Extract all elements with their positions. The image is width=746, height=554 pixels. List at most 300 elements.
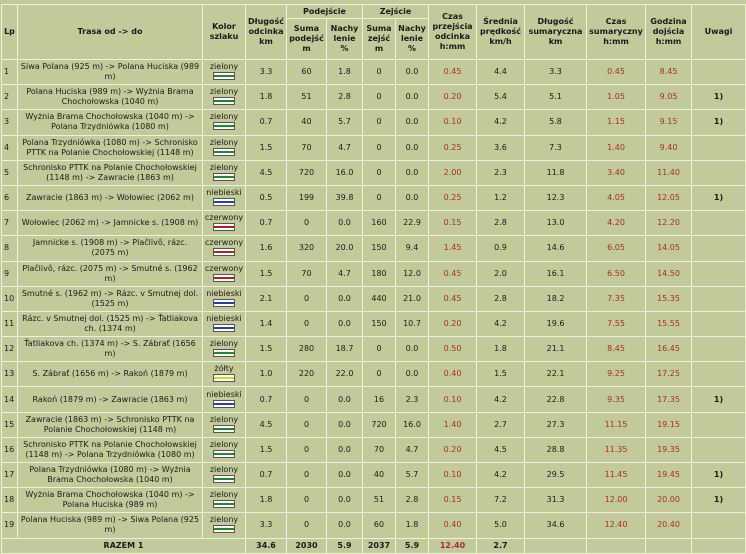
cell-godzina: 15.35 [646,286,692,311]
table-row [2,387,746,412]
cell-uwagi [692,337,746,362]
cell-czas-przejscia: 1.45 [429,236,477,261]
cell-lp: 7 [2,211,18,236]
trail-color-label: zielony [209,465,239,475]
cell-dlugosc: 1.0 [246,362,287,387]
trail-color [205,138,243,158]
cell-suma-zejsc: 0 [363,337,396,362]
trail-color-bar [214,302,234,304]
cell-nachylenie-podejscia: 0.0 [327,513,363,538]
header-zejscie: Zejście [363,5,429,19]
cell-srednia-predkosc: 3.6 [477,135,525,160]
cell-dlugosc-sumaryczna: 11.8 [525,160,587,185]
cell-dlugosc: 1.8 [246,85,287,110]
cell-godzina: 16.45 [646,337,692,362]
trail-color-label: czerwony [205,213,244,223]
cell-kolor [203,311,246,336]
cell-suma-zejsc: 180 [363,261,396,286]
cell-suma-podejsc: 199 [287,185,327,210]
cell-czas-przejscia: 0.10 [429,387,477,412]
cell-dlugosc-sumaryczna: 18.2 [525,286,587,311]
cell-lp: 5 [2,160,18,185]
cell-suma-zejsc: 150 [363,236,396,261]
trail-color-bar [214,453,234,455]
trail-color-swatch [213,122,235,130]
trail-color [205,87,243,107]
cell-czas-sumaryczny: 9.35 [587,387,646,412]
trail-color-bar [214,428,234,430]
cell-suma-podejsc: 60 [287,60,327,85]
cell-dlugosc-sumaryczna: 31.3 [525,488,587,513]
table-row [2,60,746,85]
trail-color-bar [214,151,234,153]
table-row [2,85,746,110]
cell-lp: 8 [2,236,18,261]
cell-dlugosc-sumaryczna: 27.3 [525,412,587,437]
header-kolor: Kolor szlaku [203,5,246,60]
cell-srednia-predkosc: 0.9 [477,236,525,261]
cell-godzina: 15.55 [646,311,692,336]
totals-dlugosc: 34.6 [246,538,287,553]
cell-srednia-predkosc: 4.2 [477,311,525,336]
cell-nachylenie-zejscia: 16.0 [396,412,429,437]
trail-color-swatch [213,148,235,156]
cell-suma-podejsc: 0 [287,286,327,311]
totals-empty-3 [646,538,692,553]
cell-godzina: 14.05 [646,236,692,261]
cell-trasa: Smutné s. (1962 m) -> Rázc. v Smutnej dol. (1525 m) [18,286,203,311]
header-trasa: Trasa od -> do [18,5,203,60]
trail-color-bar [214,100,234,102]
cell-czas-sumaryczny: 12.00 [587,488,646,513]
cell-dlugosc-sumaryczna: 13.0 [525,211,587,236]
cell-trasa: Rázc. v Smutnej dol. (1525 m) -> Ťatliakova ch. (1374 m) [18,311,203,336]
cell-czas-sumaryczny: 3.40 [587,160,646,185]
cell-nachylenie-zejscia: 2.8 [396,488,429,513]
trail-color-swatch [213,248,235,256]
cell-nachylenie-podejscia: 0.0 [327,311,363,336]
cell-dlugosc: 0.7 [246,387,287,412]
cell-suma-zejsc: 0 [363,60,396,85]
trail-color-bar [214,75,234,77]
trail-color [205,364,243,384]
header-dlugosc: Długość odcinka km [246,5,287,60]
trail-color-bar [214,403,234,405]
cell-uwagi [692,60,746,85]
trail-color-swatch [213,500,235,508]
cell-dlugosc: 2.1 [246,286,287,311]
cell-suma-zejsc: 440 [363,286,396,311]
cell-kolor [203,110,246,135]
cell-dlugosc-sumaryczna: 22.8 [525,387,587,412]
cell-trasa: Polana Trzydniówka (1080 m) -> Wyżnia Brama Chochołowska (1040 m) [18,463,203,488]
cell-dlugosc-sumaryczna: 16.1 [525,261,587,286]
cell-dlugosc-sumaryczna: 5.1 [525,85,587,110]
cell-srednia-predkosc: 5.0 [477,513,525,538]
trail-color-swatch [213,299,235,307]
cell-lp: 17 [2,463,18,488]
trail-color-swatch [213,400,235,408]
cell-czas-sumaryczny: 6.05 [587,236,646,261]
cell-uwagi [692,160,746,185]
header-suma-zejsc: Suma zejść m [363,19,396,60]
cell-czas-przejscia: 0.10 [429,463,477,488]
cell-lp: 18 [2,488,18,513]
cell-uwagi: 1) [692,85,746,110]
cell-kolor [203,463,246,488]
header-srednia-predkosc: Średnia prędkość km/h [477,5,525,60]
cell-czas-sumaryczny: 6.50 [587,261,646,286]
cell-srednia-predkosc: 4.2 [477,463,525,488]
cell-lp: 12 [2,337,18,362]
trail-color-swatch [213,349,235,357]
cell-kolor [203,85,246,110]
cell-kolor [203,387,246,412]
trail-color-label: zielony [209,137,239,147]
cell-srednia-predkosc: 7.2 [477,488,525,513]
cell-srednia-predkosc: 4.5 [477,437,525,462]
header-nachylenie-podejscia: Nachy lenie % [327,19,363,60]
cell-nachylenie-zejscia: 0.0 [396,160,429,185]
cell-czas-przejscia: 0.25 [429,185,477,210]
cell-suma-zejsc: 720 [363,412,396,437]
cell-lp: 11 [2,311,18,336]
trail-color-swatch [213,374,235,382]
header-suma-podejsc: Suma podejść m [287,19,327,60]
cell-nachylenie-podejscia: 4.7 [327,135,363,160]
totals-empty-2 [587,538,646,553]
table-row [2,362,746,387]
cell-suma-zejsc: 0 [363,185,396,210]
cell-kolor [203,437,246,462]
cell-dlugosc: 1.5 [246,437,287,462]
cell-dlugosc: 1.5 [246,261,287,286]
cell-czas-sumaryczny: 4.20 [587,211,646,236]
trail-color [205,163,243,183]
cell-godzina: 9.15 [646,110,692,135]
cell-nachylenie-podejscia: 0.0 [327,463,363,488]
cell-nachylenie-zejscia: 0.0 [396,185,429,210]
cell-dlugosc: 1.8 [246,488,287,513]
cell-godzina: 17.25 [646,362,692,387]
trail-color [205,238,243,258]
trail-color-swatch [213,97,235,105]
trail-color-label: zielony [209,62,239,72]
cell-srednia-predkosc: 2.8 [477,211,525,236]
cell-kolor [203,160,246,185]
cell-nachylenie-zejscia: 12.0 [396,261,429,286]
cell-suma-podejsc: 720 [287,160,327,185]
cell-suma-zejsc: 0 [363,85,396,110]
cell-srednia-predkosc: 4.2 [477,110,525,135]
cell-godzina: 14.50 [646,261,692,286]
cell-srednia-predkosc: 2.7 [477,412,525,437]
cell-suma-podejsc: 220 [287,362,327,387]
cell-czas-przejscia: 1.40 [429,412,477,437]
trail-color-bar [214,377,234,379]
cell-nachylenie-zejscia: 10.7 [396,311,429,336]
cell-czas-przejscia: 0.20 [429,437,477,462]
cell-suma-podejsc: 70 [287,135,327,160]
cell-dlugosc: 1.4 [246,311,287,336]
trail-color-bar [214,327,234,329]
cell-dlugosc-sumaryczna: 28.8 [525,437,587,462]
trail-color [205,339,243,359]
cell-czas-sumaryczny: 11.45 [587,463,646,488]
table-row [2,463,746,488]
table-row [2,412,746,437]
cell-suma-podejsc: 40 [287,110,327,135]
cell-czas-przejscia: 0.10 [429,110,477,135]
trail-color-label: zielony [209,439,239,449]
table-row [2,185,746,210]
table-row [2,437,746,462]
cell-suma-zejsc: 0 [363,362,396,387]
cell-lp: 9 [2,261,18,286]
cell-dlugosc: 4.5 [246,160,287,185]
table-row [2,160,746,185]
cell-srednia-predkosc: 4.4 [477,60,525,85]
table-row [2,110,746,135]
cell-nachylenie-zejscia: 9.4 [396,236,429,261]
cell-kolor [203,135,246,160]
cell-trasa: Schronisko PTTK na Polanie Chochołowskiej (1148 m) -> Polana Trzydniówka (1080 m) [18,437,203,462]
cell-lp: 6 [2,185,18,210]
table-row [2,488,746,513]
cell-trasa: Wyżnia Brama Chochołowska (1040 m) -> Polana Trzydniówka (1080 m) [18,110,203,135]
cell-trasa: S. Zábrať (1656 m) -> Rakoń (1879 m) [18,362,203,387]
cell-uwagi: 1) [692,185,746,210]
cell-nachylenie-podejscia: 22.0 [327,362,363,387]
cell-srednia-predkosc: 1.5 [477,362,525,387]
cell-trasa: Jamnicke s. (1908 m) -> Plačlivô, rázc. (2075 m) [18,236,203,261]
cell-nachylenie-zejscia: 22.9 [396,211,429,236]
cell-lp: 3 [2,110,18,135]
cell-dlugosc: 0.7 [246,110,287,135]
cell-lp: 19 [2,513,18,538]
cell-suma-zejsc: 40 [363,463,396,488]
trail-color-bar [214,528,234,530]
header-czas-przejscia: Czas przejścia odcinka h:mm [429,5,477,60]
cell-czas-sumaryczny: 1.15 [587,110,646,135]
cell-suma-podejsc: 51 [287,85,327,110]
header-godzina: Godzina dojścia h:mm [646,5,692,60]
header-podejscie: Podejście [287,5,363,19]
totals-czas: 12.40 [429,538,477,553]
header-nachylenie-zejscia: Nachy lenie % [396,19,429,60]
cell-suma-zejsc: 0 [363,160,396,185]
cell-dlugosc-sumaryczna: 19.6 [525,311,587,336]
cell-trasa: Siwa Polana (925 m) -> Polana Huciska (989 m) [18,60,203,85]
trail-color [205,112,243,132]
trail-color-label: zielony [209,162,239,172]
cell-suma-zejsc: 51 [363,488,396,513]
trail-color-bar [214,503,234,505]
header-czas-sumaryczny: Czas sumaryczny h:mm [587,5,646,60]
cell-nachylenie-zejscia: 5.7 [396,463,429,488]
trail-color [205,490,243,510]
cell-lp: 1 [2,60,18,85]
cell-srednia-predkosc: 4.2 [477,387,525,412]
cell-czas-przejscia: 0.40 [429,513,477,538]
cell-trasa: Zawracie (1863 m) -> Wołowiec (2062 m) [18,185,203,210]
trail-color [205,314,243,334]
cell-czas-sumaryczny: 9.25 [587,362,646,387]
trail-color-label: niebieski [206,389,242,399]
header-dlugosc-sumaryczna: Długość sumaryczna km [525,5,587,60]
trail-color-swatch [213,274,235,282]
cell-lp: 4 [2,135,18,160]
trail-color-label: zielony [209,515,239,525]
cell-nachylenie-zejscia: 1.8 [396,513,429,538]
cell-nachylenie-podejscia: 4.7 [327,261,363,286]
trail-color-swatch [213,450,235,458]
cell-trasa: Plačlivô, rázc. (2075 m) -> Smutné s. (1962 m) [18,261,203,286]
cell-lp: 16 [2,437,18,462]
totals-nachylenie-zejscia: 5.9 [396,538,429,553]
cell-czas-przejscia: 0.25 [429,135,477,160]
trail-color-swatch [213,223,235,231]
cell-godzina: 12.05 [646,185,692,210]
cell-dlugosc: 3.3 [246,60,287,85]
cell-nachylenie-podejscia: 0.0 [327,437,363,462]
cell-kolor [203,211,246,236]
cell-czas-sumaryczny: 11.15 [587,412,646,437]
trail-color-bar [214,125,234,127]
trail-color [205,440,243,460]
cell-suma-zejsc: 60 [363,513,396,538]
cell-czas-sumaryczny: 11.35 [587,437,646,462]
cell-suma-zejsc: 150 [363,311,396,336]
table-row [2,311,746,336]
cell-nachylenie-podejscia: 2.8 [327,85,363,110]
cell-godzina: 11.40 [646,160,692,185]
trail-color [205,264,243,284]
cell-lp: 14 [2,387,18,412]
cell-uwagi [692,412,746,437]
trail-color-label: czerwony [205,263,244,273]
cell-srednia-predkosc: 2.3 [477,160,525,185]
cell-czas-przejscia: 0.45 [429,60,477,85]
cell-nachylenie-podejscia: 0.0 [327,211,363,236]
totals-suma-zejsc: 2037 [363,538,396,553]
trail-color-label: niebieski [206,313,242,323]
trail-color-swatch [213,425,235,433]
table-row [2,337,746,362]
cell-uwagi [692,236,746,261]
trail-color-label: zielony [209,490,239,500]
cell-lp: 15 [2,412,18,437]
cell-nachylenie-podejscia: 20.0 [327,236,363,261]
cell-lp: 13 [2,362,18,387]
cell-dlugosc: 1.5 [246,337,287,362]
cell-godzina: 17.35 [646,387,692,412]
cell-uwagi: 1) [692,110,746,135]
cell-uwagi [692,211,746,236]
totals-empty-4 [692,538,746,553]
trail-color [205,390,243,410]
cell-czas-sumaryczny: 8.45 [587,337,646,362]
cell-uwagi [692,135,746,160]
cell-nachylenie-zejscia: 21.0 [396,286,429,311]
cell-czas-sumaryczny: 1.05 [587,85,646,110]
cell-godzina: 20.40 [646,513,692,538]
cell-dlugosc: 0.7 [246,211,287,236]
cell-czas-przejscia: 0.45 [429,261,477,286]
trail-color-label: zielony [209,339,239,349]
trail-color-label: niebieski [206,288,242,298]
cell-czas-przejscia: 0.15 [429,211,477,236]
table-row [2,211,746,236]
cell-nachylenie-podejscia: 0.0 [327,387,363,412]
cell-nachylenie-zejscia: 2.3 [396,387,429,412]
cell-czas-sumaryczny: 7.35 [587,286,646,311]
cell-uwagi [692,261,746,286]
trail-color-swatch [213,72,235,80]
trail-color-label: zielony [209,112,239,122]
cell-suma-zejsc: 0 [363,135,396,160]
cell-czas-przejscia: 2.00 [429,160,477,185]
cell-kolor [203,337,246,362]
table-row [2,286,746,311]
trail-color-swatch [213,198,235,206]
trail-color-bar [214,226,234,228]
trail-color-label: żółty [214,364,234,374]
trail-color-label: zielony [209,414,239,424]
cell-srednia-predkosc: 5.4 [477,85,525,110]
cell-suma-zejsc: 70 [363,437,396,462]
cell-dlugosc-sumaryczna: 14.6 [525,236,587,261]
trail-color-swatch [213,475,235,483]
totals-suma-podejsc: 2030 [287,538,327,553]
trail-color-bar [214,251,234,253]
cell-trasa: Polana Huciska (989 m) -> Siwa Polana (925 m) [18,513,203,538]
cell-nachylenie-podejscia: 0.0 [327,488,363,513]
cell-nachylenie-podejscia: 1.8 [327,60,363,85]
cell-nachylenie-zejscia: 0.0 [396,135,429,160]
trail-color [205,415,243,435]
cell-nachylenie-zejscia: 0.0 [396,85,429,110]
cell-uwagi: 1) [692,463,746,488]
cell-srednia-predkosc: 2.0 [477,261,525,286]
table-row [2,236,746,261]
trail-color [205,289,243,309]
cell-dlugosc: 3.3 [246,513,287,538]
cell-trasa: Wołowiec (2062 m) -> Jamnicke s. (1908 m) [18,211,203,236]
cell-nachylenie-podejscia: 0.0 [327,412,363,437]
cell-dlugosc-sumaryczna: 22.1 [525,362,587,387]
trail-color-swatch [213,525,235,533]
cell-nachylenie-zejscia: 0.0 [396,337,429,362]
cell-trasa: Ťatliakova ch. (1374 m) -> S. Zábrať (1656 m) [18,337,203,362]
totals-predkosc: 2.7 [477,538,525,553]
cell-trasa: Rakoń (1879 m) -> Zawracie (1863 m) [18,387,203,412]
cell-uwagi [692,286,746,311]
totals-label: RAZEM 1 [2,538,246,553]
cell-czas-przejscia: 0.20 [429,311,477,336]
cell-dlugosc-sumaryczna: 34.6 [525,513,587,538]
trail-color [205,465,243,485]
cell-nachylenie-zejscia: 0.0 [396,362,429,387]
cell-nachylenie-podejscia: 18.7 [327,337,363,362]
cell-dlugosc-sumaryczna: 5.8 [525,110,587,135]
cell-suma-podejsc: 0 [287,463,327,488]
cell-nachylenie-zejscia: 4.7 [396,437,429,462]
cell-suma-podejsc: 70 [287,261,327,286]
cell-trasa: Polana Trzydniówka (1080 m) -> Schronisko PTTK na Polanie Chochołowskiej (1148 m) [18,135,203,160]
cell-nachylenie-podejscia: 0.0 [327,286,363,311]
cell-suma-podejsc: 0 [287,387,327,412]
